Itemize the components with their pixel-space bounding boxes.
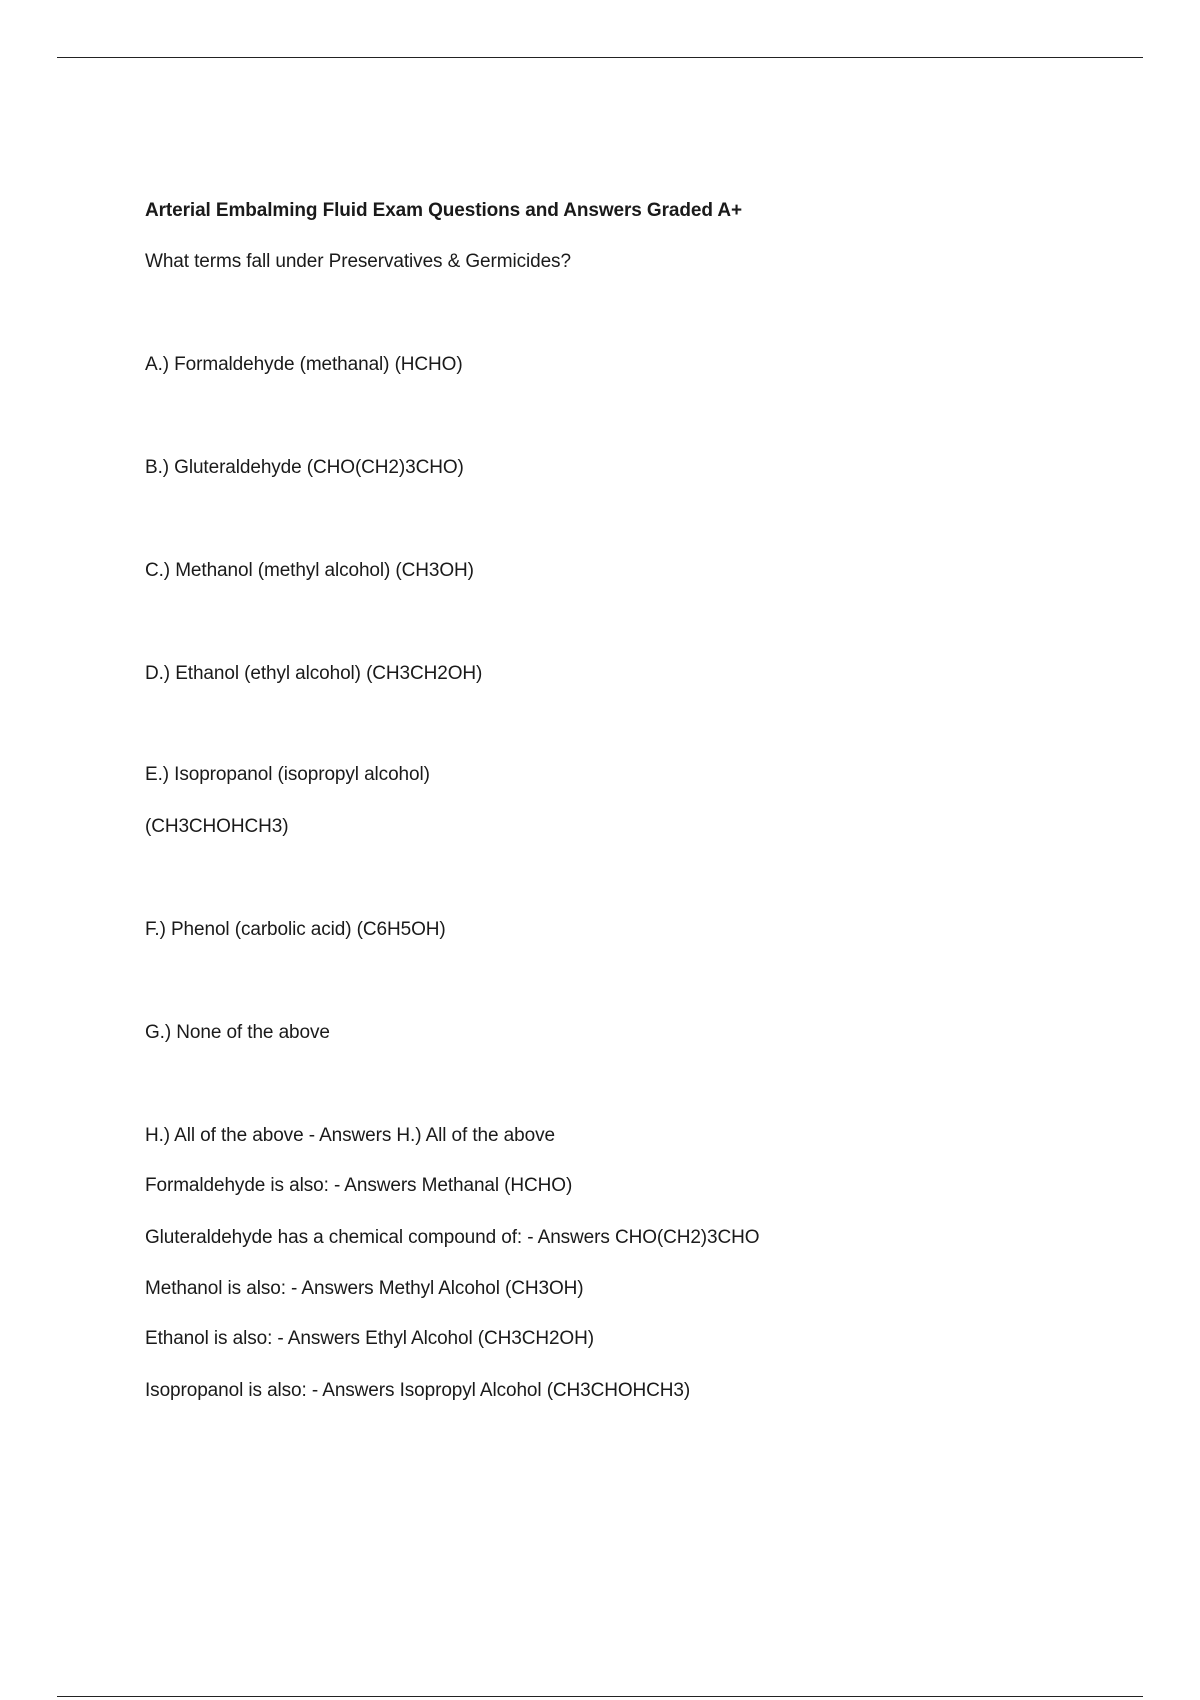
option-g: G.) None of the above xyxy=(145,1022,330,1043)
qa-ethanol: Ethanol is also: - Answers Ethyl Alcohol (CH3CH2OH) xyxy=(145,1328,594,1349)
option-e: E.) Isopropanol (isopropyl alcohol) xyxy=(145,764,430,785)
qa-formaldehyde: Formaldehyde is also: - Answers Methanal (HCHO) xyxy=(145,1175,573,1196)
option-b: B.) Gluteraldehyde (CHO(CH2)3CHO) xyxy=(145,457,464,478)
option-c: C.) Methanol (methyl alcohol) (CH3OH) xyxy=(145,560,474,581)
option-f: F.) Phenol (carbolic acid) (C6H5OH) xyxy=(145,919,446,940)
document-title: Arterial Embalming Fluid Exam Questions and Answers Graded A+ xyxy=(145,200,742,221)
option-h-answer: H.) All of the above - Answers H.) All of the above xyxy=(145,1125,555,1146)
header-rule xyxy=(57,57,1143,58)
footer-rule xyxy=(57,1696,1143,1697)
qa-gluteraldehyde: Gluteraldehyde has a chemical compound of: - Answers CHO(CH2)3CHO xyxy=(145,1227,760,1248)
question-text: What terms fall under Preservatives & Germicides? xyxy=(145,251,571,272)
option-a: A.) Formaldehyde (methanal) (HCHO) xyxy=(145,354,463,375)
option-e-formula: (CH3CHOHCH3) xyxy=(145,816,289,837)
option-d: D.) Ethanol (ethyl alcohol) (CH3CH2OH) xyxy=(145,663,483,684)
qa-methanol: Methanol is also: - Answers Methyl Alcohol (CH3OH) xyxy=(145,1278,584,1299)
qa-isopropanol: Isopropanol is also: - Answers Isopropyl Alcohol (CH3CHOHCH3) xyxy=(145,1380,691,1401)
